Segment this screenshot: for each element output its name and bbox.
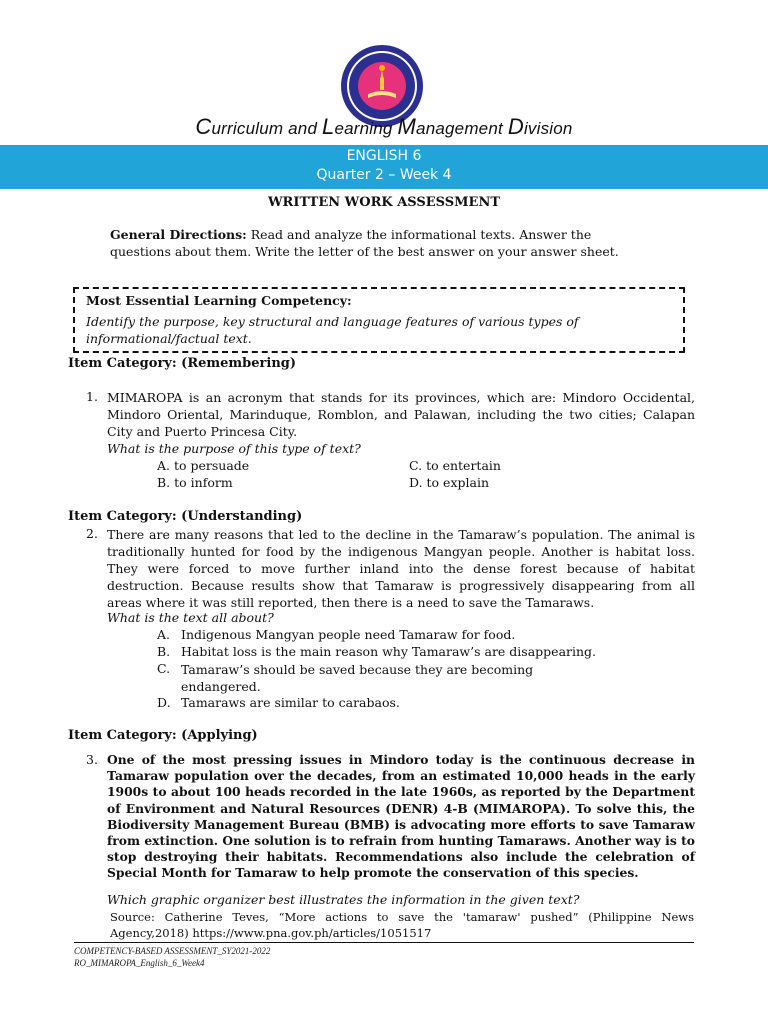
general-directions (110, 226, 640, 260)
footer-divider (74, 942, 694, 943)
item-1-question: What is the purpose of this type of text? (107, 441, 361, 456)
item-3-source: Source: Catherine Teves, “More actions to save the 'tamaraw' pushed” (Philippine News Agency,2018) https://www.pna.gov.ph/articles/1051517 (110, 910, 694, 940)
item-category-remembering: Item Category: (Remembering) (68, 356, 297, 371)
item-2-question: What is the text all about? (107, 610, 274, 625)
item-number-3: 3. (86, 752, 98, 767)
item-2-passage: There are many reasons that led to the decline in the Tamaraw’s population. The animal is traditionally hunted for food by the indigenous Mangyan people. Another is habitat loss. They were forced to move further inland into the dense forest because of habitat destruction. Because results show that Tamaraw is progressively disappearing from all areas where it was still reported, then there is a need to save the Tamaraws. (107, 527, 695, 610)
directions-text: Read and analyze the informational texts. Answer the questions about them. Write the letter of the best answer on your answer sheet. (110, 227, 619, 259)
directions-label: General Directions: (110, 227, 247, 242)
item-1-option-b: B. to inform (157, 475, 233, 490)
item-1-passage: MIMAROPA is an acronym that stands for its provinces, which are: Mindoro Occidental, Mindoro Oriental, Marinduque, Romblon, and Palawan, including the two cities; Calapan City and Puerto Princesa City. (107, 390, 695, 439)
item-2-option-d: Tamaraws are similar to carabaos. (181, 695, 400, 710)
subject-banner (0, 145, 768, 189)
item-1-option-a: A. to persuade (157, 458, 250, 473)
item-3-question: Which graphic organizer best illustrates the information in the given text? (107, 892, 580, 907)
item-1-option-d: D. to explain (409, 475, 489, 490)
quarter-label: Quarter 2 – Week 4 (316, 167, 452, 183)
item-number-2: 2. (86, 526, 98, 541)
assessment-title: WRITTEN WORK ASSESSMENT (267, 195, 501, 210)
division-title: Curriculum and Learning Management Division (195, 114, 573, 139)
footer-line-2: RO_MIMAROPA_English_6_Week4 (74, 958, 205, 968)
footer-line-1: COMPETENCY-BASED ASSESSMENT_SY2021-2022 (74, 946, 271, 956)
item-1-option-c: C. to entertain (409, 458, 501, 473)
subject-label: ENGLISH 6 (346, 148, 422, 164)
item-number-1: 1. (86, 389, 98, 404)
item-2-option-b: Habitat loss is the main reason why Tamaraw’s are disappearing. (181, 644, 597, 659)
item-2-option-c: Tamaraw’s should be saved because they are becoming endangered. (181, 662, 534, 694)
item-2-option-c-letter: C. (157, 661, 171, 676)
competency-text: Identify the purpose, key structural and language features of various types of informational/factual text. (86, 314, 579, 346)
item-3-passage: One of the most pressing issues in Mindoro today is the continuous decrease in Tamaraw population over the decades, from an estimated 10,000 heads in the early 1900s to about 100 heads recorded in the late 1960s, as reported by the Department of Environment and Natural Resources (DENR) 4-B (MIMAROPA). To solve this, the Biodiversity Management Bureau (BMB) is advocating more efforts to save Tamaraw from extinction. One solution is to refrain from hunting Tamaraws. Another way is to stop destroying their habitats. Recommendations also include the celebration of Special Month for Tamaraw to help promote the conservation of this species. (107, 752, 695, 881)
item-category-applying: Item Category: (Applying) (68, 728, 258, 743)
item-category-understanding: Item Category: (Understanding) (68, 509, 303, 524)
item-2-option-b-letter: B. (157, 644, 171, 659)
competency-label: Most Essential Learning Competency: (86, 293, 352, 308)
item-2-option-d-letter: D. (157, 695, 171, 710)
item-2-option-a: Indigenous Mangyan people need Tamaraw for food. (181, 627, 516, 642)
item-2-option-a-letter: A. (157, 627, 171, 642)
